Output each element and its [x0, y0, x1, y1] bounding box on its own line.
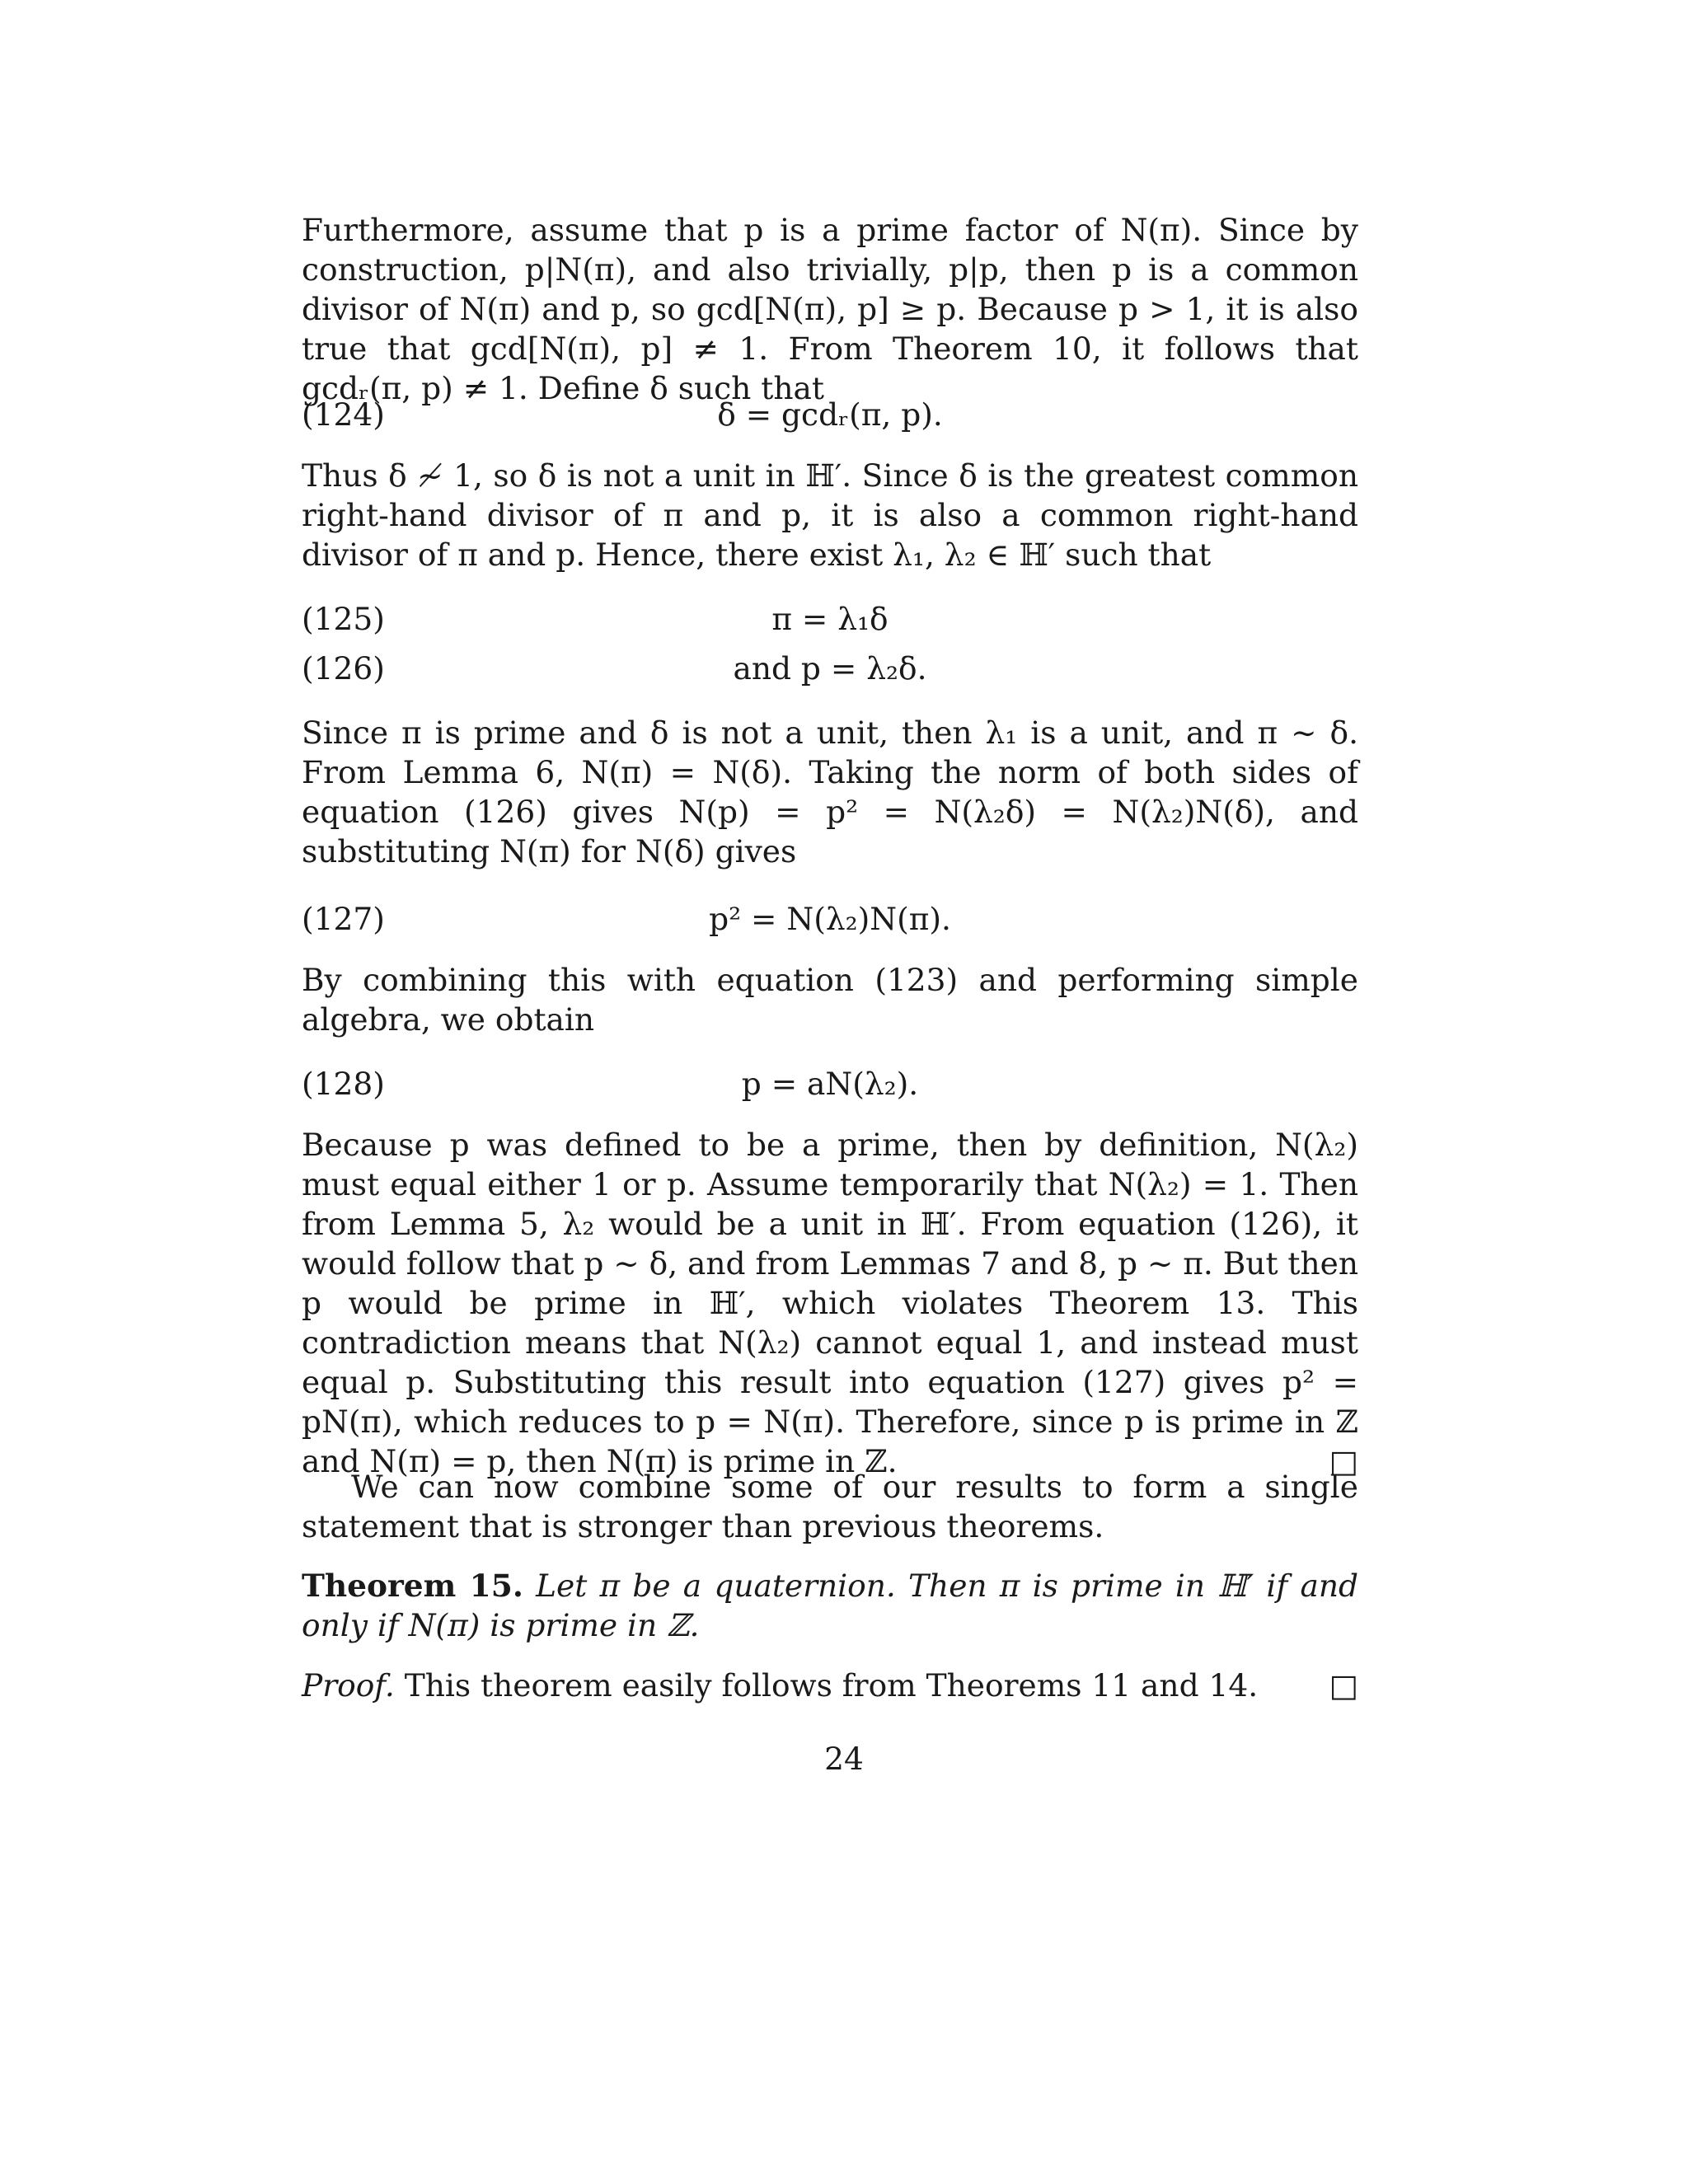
equation-127: [302, 899, 1358, 939]
equation-number: (124): [302, 396, 385, 433]
equation-body: and p = λ₂δ.: [733, 650, 927, 687]
equation-124: [302, 395, 1358, 434]
equation-body: δ = gcdᵣ(π, p).: [717, 396, 943, 433]
proof: [302, 1666, 1358, 1705]
equation-number: (127): [302, 901, 385, 937]
equation-number: (125): [302, 601, 385, 637]
paragraph-5-text: Because p was defined to be a prime, then by definition, N(λ₂) must equal either 1 or p. Assume temporarily that N(λ₂) = 1. Then from Lemma 5, λ₂ would be a unit in ℍ′. From equation (126), it would follow that p ∼ δ, and from Lemmas 7 and 8, p ∼ π. But then p would be prime in ℍ′, which violates Theorem 13. This contradiction means that N(λ₂) cannot equal 1, and instead must equal p. Substituting this result into equation (127) gives p² = pN(π), which reduces to p = N(π). Therefore, since p is prime in ℤ and N(π) = p, then N(π) is prime in ℤ.: [302, 1127, 1358, 1479]
theorem-15: [302, 1566, 1358, 1645]
qed-symbol: □: [1329, 1667, 1358, 1704]
paragraph-6: We can now combine some of our results to form a single statement that is stronger than previous theorems.: [302, 1469, 1358, 1544]
paragraph-4: By combining this with equation (123) and performing simple algebra, we obtain: [302, 962, 1358, 1038]
proof-label: Proof.: [302, 1667, 395, 1704]
theorem-label: Theorem 15.: [302, 1568, 523, 1604]
equation-number: (126): [302, 650, 385, 687]
paragraph-2: Thus δ ≁ 1, so δ is not a unit in ℍ′. Since δ is the greatest common right-hand divisor of π and p, it is also a common right-hand divisor of π and p. Hence, there exist λ₁, λ₂ ∈ ℍ′ such that: [302, 457, 1358, 573]
equation-number: (128): [302, 1066, 385, 1102]
equation-128: [302, 1064, 1358, 1104]
paragraph-1: Furthermore, assume that p is a prime factor of N(π). Since by construction, p|N(π), and also trivially, p|p, then p is a common divisor of N(π) and p, so gcd[N(π), p] ≥ p. Because p > 1, it is also true that gcd[N(π), p] ≠ 1. From Theorem 10, it follows that gcdᵣ(π, p) ≠ 1. Define δ such that: [302, 212, 1358, 406]
qed-symbol: □: [1329, 1443, 1358, 1479]
equation-126: [302, 649, 1358, 688]
equation-body: p² = N(λ₂)N(π).: [709, 901, 951, 937]
equation-125: [302, 599, 1358, 639]
proof-text: This theorem easily follows from Theorems 11 and 14.: [404, 1667, 1259, 1704]
equation-body: p = aN(λ₂).: [741, 1066, 919, 1102]
page-number: 24: [824, 1741, 864, 1777]
equation-body: π = λ₁δ: [771, 601, 889, 637]
paragraph-5: [302, 1125, 1358, 1481]
paragraph-3: Since π is prime and δ is not a unit, then λ₁ is a unit, and π ∼ δ. From Lemma 6, N(π) = N(δ). Taking the norm of both sides of equation (126) gives N(p) = p² = N(λ₂δ) = N(λ₂)N(δ), and substituting N(π) for N(δ) gives: [302, 715, 1358, 869]
theorem-text: Let π be a quaternion. Then π is prime in ℍ′ if and only if N(π) is prime in ℤ.: [302, 1568, 1359, 1643]
